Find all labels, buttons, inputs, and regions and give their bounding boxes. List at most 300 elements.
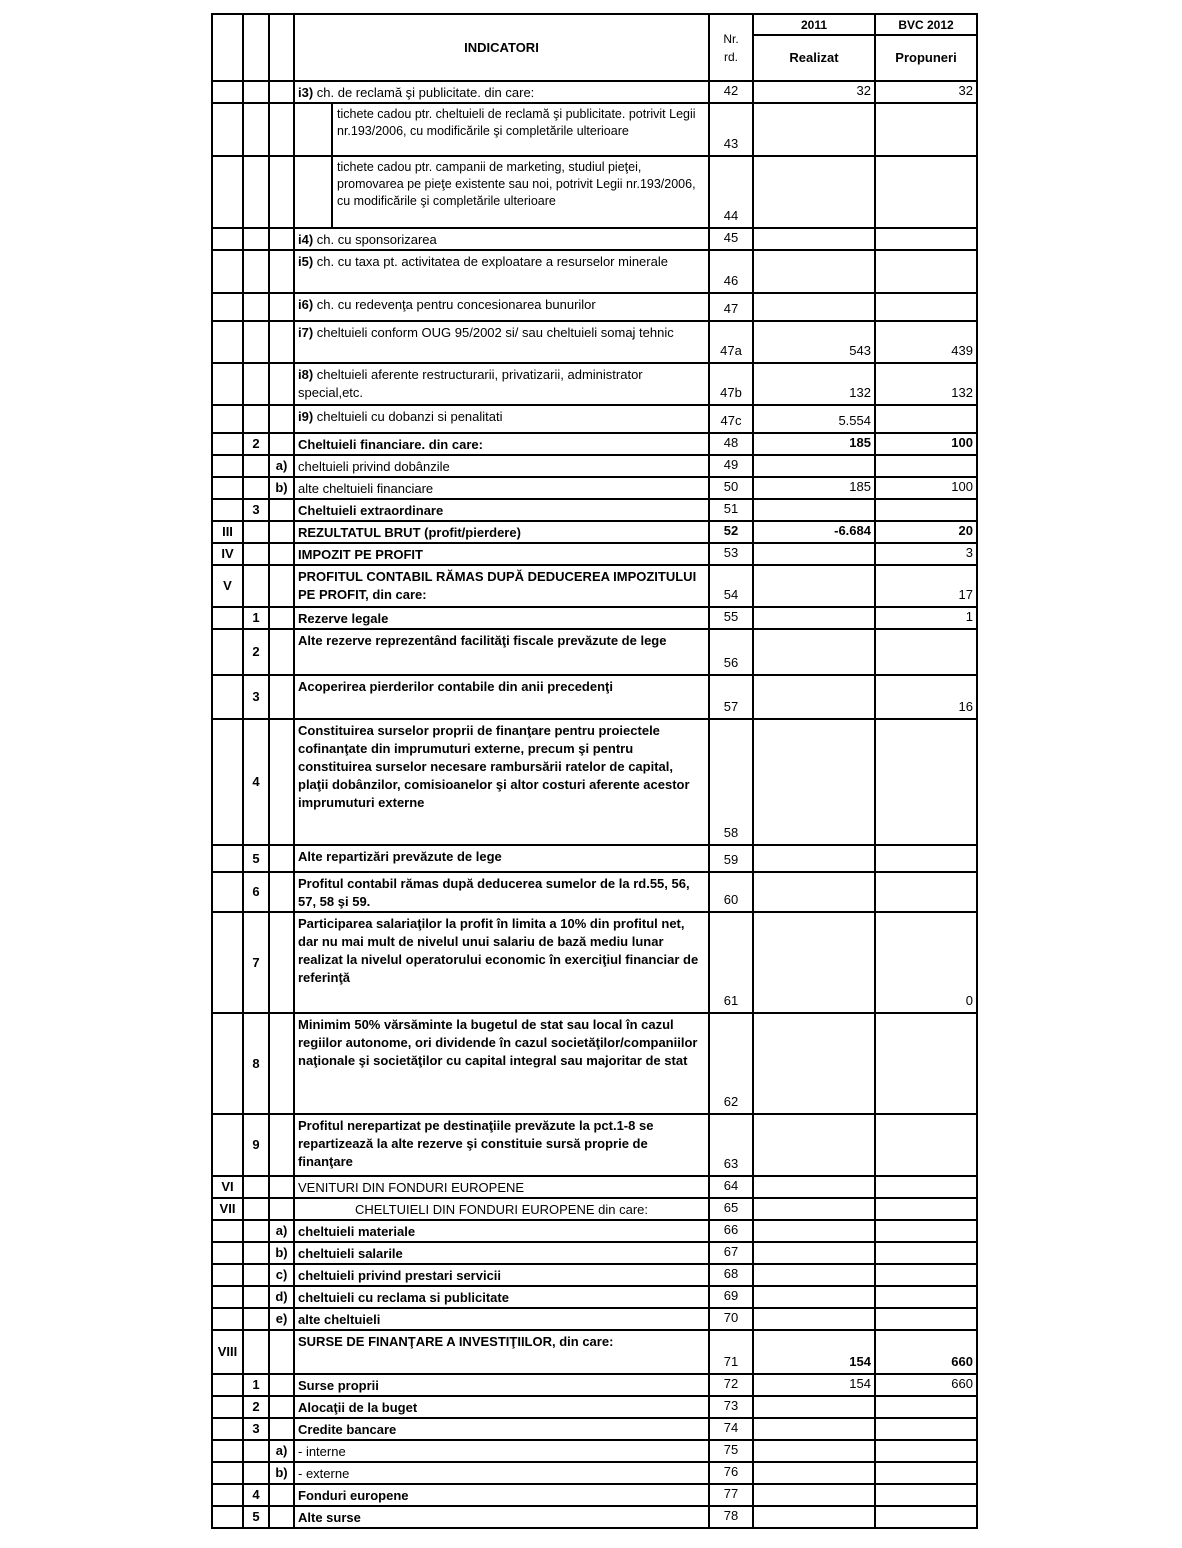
item-number-cell [243, 293, 269, 321]
item-number-cell: 2 [243, 629, 269, 675]
indicator-code: i8) [298, 367, 314, 382]
letter-cell [269, 1114, 294, 1176]
roman-numeral-cell [212, 1462, 243, 1484]
roman-numeral-cell [212, 1484, 243, 1506]
letter-cell [269, 1484, 294, 1506]
row-number-cell: 46 [709, 250, 753, 293]
letter-cell: b) [269, 477, 294, 499]
roman-numeral-cell [212, 607, 243, 629]
header-nr: Nr. [723, 31, 739, 46]
indicator-cell [294, 455, 709, 477]
indicators-table [211, 13, 978, 1529]
indicator-cell [294, 1308, 709, 1330]
item-number-cell [243, 1220, 269, 1242]
propuneri-2012-cell [875, 250, 977, 293]
propuneri-2012-cell: 0 [875, 912, 977, 1013]
item-number-cell: 4 [243, 719, 269, 845]
item-number-cell [243, 1462, 269, 1484]
indicator-label: Cheltuieli extraordinare [298, 503, 444, 518]
table-row [212, 1264, 977, 1286]
row-number-cell: 58 [709, 719, 753, 845]
roman-numeral-cell [212, 675, 243, 719]
indent-spacer [295, 157, 333, 227]
table-row [212, 845, 977, 872]
realizat-2011-cell [753, 912, 875, 1013]
table-row [212, 103, 977, 156]
item-number-cell: 2 [243, 433, 269, 455]
item-number-cell: 3 [243, 499, 269, 521]
indicator-label: Profitul contabil rămas după deducerea sumelor de la rd.55, 56, 57, 58 şi 59. [298, 876, 690, 909]
item-number-cell: 9 [243, 1114, 269, 1176]
indicator-label: PROFITUL CONTABIL RĂMAS DUPĂ DEDUCEREA IMPOZITULUI PE PROFIT, din care: [298, 569, 697, 602]
table-row [212, 675, 977, 719]
item-number-cell [243, 1330, 269, 1374]
roman-numeral-cell [212, 1114, 243, 1176]
realizat-2011-cell [753, 845, 875, 872]
letter-cell [269, 565, 294, 607]
indicator-label: cheltuieli cu dobanzi si penalitati [313, 409, 503, 424]
letter-cell [269, 433, 294, 455]
indicator-label: Alocaţii de la buget [298, 1400, 418, 1415]
table-row [212, 1374, 977, 1396]
realizat-2011-cell [753, 1013, 875, 1114]
realizat-2011-cell [753, 1462, 875, 1484]
letter-cell [269, 1176, 294, 1198]
realizat-2011-cell [753, 607, 875, 629]
item-number-cell: 8 [243, 1013, 269, 1114]
roman-numeral-cell [212, 250, 243, 293]
propuneri-2012-cell [875, 1396, 977, 1418]
table-row [212, 228, 977, 250]
indicator-cell [294, 872, 709, 912]
indicator-label: cheltuieli cu reclama si publicitate [298, 1290, 509, 1305]
row-number-cell: 62 [709, 1013, 753, 1114]
realizat-2011-cell [753, 675, 875, 719]
letter-cell [269, 719, 294, 845]
table-row [212, 1330, 977, 1374]
roman-numeral-cell [212, 1242, 243, 1264]
realizat-2011-cell [753, 872, 875, 912]
letter-cell [269, 607, 294, 629]
table-row [212, 1220, 977, 1242]
propuneri-2012-cell [875, 156, 977, 228]
indicator-cell [294, 845, 709, 872]
indicator-label: cheltuieli privind dobânzile [298, 459, 450, 474]
row-number-cell: 64 [709, 1176, 753, 1198]
table-row [212, 477, 977, 499]
table-row [212, 1484, 977, 1506]
indicator-cell [294, 250, 709, 293]
indicator-label: IMPOZIT PE PROFIT [298, 547, 423, 562]
propuneri-2012-cell [875, 1264, 977, 1286]
propuneri-2012-cell [875, 103, 977, 156]
roman-numeral-cell [212, 872, 243, 912]
table-row [212, 565, 977, 607]
propuneri-2012-cell: 16 [875, 675, 977, 719]
roman-numeral-cell [212, 1396, 243, 1418]
table-row [212, 1013, 977, 1114]
letter-cell [269, 293, 294, 321]
item-number-cell [243, 405, 269, 433]
indicator-cell [294, 912, 709, 1013]
row-number-cell: 74 [709, 1418, 753, 1440]
roman-numeral-cell: VIII [212, 1330, 243, 1374]
realizat-2011-cell [753, 1286, 875, 1308]
indicator-cell [294, 1242, 709, 1264]
roman-numeral-cell [212, 1418, 243, 1440]
indicator-cell [294, 565, 709, 607]
row-number-cell: 53 [709, 543, 753, 565]
indicator-label: ch. de reclamă şi publicitate. din care: [313, 85, 535, 100]
realizat-2011-cell [753, 499, 875, 521]
letter-cell [269, 1198, 294, 1220]
propuneri-2012-cell: 100 [875, 477, 977, 499]
item-number-cell [243, 250, 269, 293]
propuneri-2012-cell: 660 [875, 1374, 977, 1396]
realizat-2011-cell [753, 1308, 875, 1330]
indicator-label: cheltuieli conform OUG 95/2002 si/ sau cheltuieli somaj tehnic [313, 325, 674, 340]
indicator-label: - interne [298, 1444, 346, 1459]
realizat-2011-cell [753, 1114, 875, 1176]
item-number-cell [243, 1242, 269, 1264]
letter-cell [269, 845, 294, 872]
row-number-cell: 47b [709, 363, 753, 405]
letter-cell [269, 629, 294, 675]
indicator-label: VENITURI DIN FONDURI EUROPENE [298, 1180, 525, 1195]
propuneri-2012-cell [875, 629, 977, 675]
indicator-label: Alte repartizări prevăzute de lege [298, 849, 502, 864]
propuneri-2012-cell: 132 [875, 363, 977, 405]
indicator-cell [294, 607, 709, 629]
item-number-cell [243, 521, 269, 543]
letter-cell [269, 103, 294, 156]
item-number-cell [243, 228, 269, 250]
indicator-cell [294, 433, 709, 455]
propuneri-2012-cell: 32 [875, 81, 977, 103]
propuneri-2012-cell [875, 1440, 977, 1462]
roman-numeral-cell [212, 293, 243, 321]
realizat-2011-cell: 154 [753, 1330, 875, 1374]
realizat-2011-cell [753, 719, 875, 845]
table-row [212, 1308, 977, 1330]
realizat-2011-cell: 32 [753, 81, 875, 103]
propuneri-2012-cell: 660 [875, 1330, 977, 1374]
indicator-code: i3) [298, 85, 314, 100]
table-row [212, 521, 977, 543]
row-number-cell: 77 [709, 1484, 753, 1506]
realizat-2011-cell [753, 1242, 875, 1264]
indicator-code: i5) [298, 254, 314, 269]
table-row [212, 719, 977, 845]
row-number-cell: 56 [709, 629, 753, 675]
propuneri-2012-cell [875, 1220, 977, 1242]
item-number-cell: 1 [243, 1374, 269, 1396]
header-indicatori: INDICATORI [294, 14, 709, 81]
row-number-cell: 51 [709, 499, 753, 521]
table-row [212, 250, 977, 293]
realizat-2011-cell [753, 455, 875, 477]
indicator-label: Cheltuieli financiare. din care: [298, 437, 483, 452]
table-row [212, 321, 977, 363]
header-bvc-2012: BVC 2012 [875, 14, 977, 35]
row-number-cell: 66 [709, 1220, 753, 1242]
row-number-cell: 67 [709, 1242, 753, 1264]
item-number-cell: 4 [243, 1484, 269, 1506]
header-roman-col [212, 14, 243, 81]
item-number-cell: 3 [243, 675, 269, 719]
indicator-cell [294, 1220, 709, 1242]
table-row [212, 1506, 977, 1528]
indicator-label: REZULTATUL BRUT (profit/pierdere) [298, 525, 521, 540]
roman-numeral-cell [212, 1506, 243, 1528]
indicator-code: i6) [298, 297, 314, 312]
table-row [212, 912, 977, 1013]
letter-cell [269, 405, 294, 433]
item-number-cell [243, 455, 269, 477]
roman-numeral-cell [212, 719, 243, 845]
roman-numeral-cell [212, 405, 243, 433]
table-row [212, 1114, 977, 1176]
roman-numeral-cell [212, 1286, 243, 1308]
realizat-2011-cell [753, 1484, 875, 1506]
letter-cell [269, 250, 294, 293]
propuneri-2012-cell [875, 1286, 977, 1308]
row-number-cell: 50 [709, 477, 753, 499]
realizat-2011-cell: -6.684 [753, 521, 875, 543]
propuneri-2012-cell [875, 1242, 977, 1264]
realizat-2011-cell [753, 565, 875, 607]
row-number-cell: 48 [709, 433, 753, 455]
item-number-cell: 7 [243, 912, 269, 1013]
indicator-code: i7) [298, 325, 314, 340]
realizat-2011-cell [753, 543, 875, 565]
row-number-cell: 68 [709, 1264, 753, 1286]
roman-numeral-cell: IV [212, 543, 243, 565]
row-number-cell: 60 [709, 872, 753, 912]
table-row [212, 405, 977, 433]
propuneri-2012-cell [875, 1114, 977, 1176]
indicator-label: Profitul nerepartizat pe destinaţiile prevăzute la pct.1-8 se repartizează la alte rezerve şi constituie sursă proprie de finanţare [298, 1118, 654, 1169]
indicator-label: cheltuieli privind prestari servicii [298, 1268, 502, 1283]
row-number-cell: 42 [709, 81, 753, 103]
propuneri-2012-cell: 100 [875, 433, 977, 455]
indicator-cell [294, 477, 709, 499]
letter-cell [269, 872, 294, 912]
indicator-cell [294, 363, 709, 405]
indicator-cell [294, 1286, 709, 1308]
indicator-cell [294, 1440, 709, 1462]
letter-cell: b) [269, 1242, 294, 1264]
roman-numeral-cell [212, 1374, 243, 1396]
realizat-2011-cell [753, 103, 875, 156]
roman-numeral-cell: VI [212, 1176, 243, 1198]
realizat-2011-cell [753, 1418, 875, 1440]
row-number-cell: 71 [709, 1330, 753, 1374]
propuneri-2012-cell: 3 [875, 543, 977, 565]
row-number-cell: 49 [709, 455, 753, 477]
roman-numeral-cell [212, 477, 243, 499]
roman-numeral-cell [212, 912, 243, 1013]
row-number-cell: 52 [709, 521, 753, 543]
table-row [212, 156, 977, 228]
row-number-cell: 65 [709, 1198, 753, 1220]
item-number-cell: 5 [243, 1506, 269, 1528]
indicator-label: Alte surse [298, 1510, 361, 1525]
propuneri-2012-cell: 17 [875, 565, 977, 607]
roman-numeral-cell [212, 81, 243, 103]
realizat-2011-cell: 185 [753, 433, 875, 455]
propuneri-2012-cell [875, 1198, 977, 1220]
item-number-cell [243, 1308, 269, 1330]
indicator-label: SURSE DE FINANŢARE A INVESTIŢIILOR, din care: [298, 1334, 614, 1349]
indicator-cell [294, 156, 709, 228]
letter-cell [269, 499, 294, 521]
row-number-cell: 70 [709, 1308, 753, 1330]
row-number-cell: 59 [709, 845, 753, 872]
item-number-cell [243, 477, 269, 499]
propuneri-2012-cell [875, 1176, 977, 1198]
row-number-cell: 43 [709, 103, 753, 156]
roman-numeral-cell [212, 499, 243, 521]
roman-numeral-cell [212, 103, 243, 156]
header-letter-col [269, 14, 294, 81]
indicator-cell [294, 321, 709, 363]
letter-cell [269, 521, 294, 543]
item-number-cell: 2 [243, 1396, 269, 1418]
indicator-label: cheltuieli salarile [298, 1246, 403, 1261]
indicator-label: Minimim 50% vărsăminte la bugetul de stat sau local în cazul regiilor autonome, ori dividende în cazul societăţilor/companiilor naţionale şi societăţilor cu capital integral sau majoritar de stat [298, 1017, 698, 1068]
budget-table-sheet [211, 13, 978, 1529]
indicator-label: - externe [298, 1466, 350, 1481]
propuneri-2012-cell: 20 [875, 521, 977, 543]
propuneri-2012-cell [875, 405, 977, 433]
table-row [212, 363, 977, 405]
roman-numeral-cell [212, 321, 243, 363]
row-number-cell: 45 [709, 228, 753, 250]
indicator-cell [294, 1418, 709, 1440]
propuneri-2012-cell [875, 455, 977, 477]
realizat-2011-cell [753, 629, 875, 675]
letter-cell: a) [269, 1440, 294, 1462]
letter-cell [269, 1418, 294, 1440]
indent-spacer [295, 104, 333, 155]
letter-cell: e) [269, 1308, 294, 1330]
roman-numeral-cell [212, 629, 243, 675]
indicator-cell [294, 1374, 709, 1396]
realizat-2011-cell: 154 [753, 1374, 875, 1396]
table-row [212, 455, 977, 477]
realizat-2011-cell [753, 250, 875, 293]
indicator-cell [294, 629, 709, 675]
realizat-2011-cell [753, 228, 875, 250]
indicator-cell [294, 1330, 709, 1374]
roman-numeral-cell [212, 156, 243, 228]
row-number-cell: 63 [709, 1114, 753, 1176]
propuneri-2012-cell [875, 719, 977, 845]
indicator-label: cheltuieli materiale [298, 1224, 416, 1239]
indicator-cell [294, 719, 709, 845]
indicator-label: Surse proprii [298, 1378, 379, 1393]
table-row [212, 1198, 977, 1220]
letter-cell [269, 1013, 294, 1114]
table-row [212, 872, 977, 912]
row-number-cell: 47c [709, 405, 753, 433]
indicator-cell [294, 1506, 709, 1528]
propuneri-2012-cell [875, 1484, 977, 1506]
table-body [212, 81, 977, 1528]
letter-cell [269, 81, 294, 103]
table-row [212, 1440, 977, 1462]
row-number-cell: 69 [709, 1286, 753, 1308]
roman-numeral-cell [212, 845, 243, 872]
indicator-label: Fonduri europene [298, 1488, 409, 1503]
indicator-cell [294, 1013, 709, 1114]
realizat-2011-cell: 185 [753, 477, 875, 499]
header-number-col [243, 14, 269, 81]
realizat-2011-cell: 132 [753, 363, 875, 405]
propuneri-2012-cell [875, 872, 977, 912]
item-number-cell: 5 [243, 845, 269, 872]
table-row [212, 1242, 977, 1264]
indicator-code: i4) [298, 232, 314, 247]
row-number-cell: 61 [709, 912, 753, 1013]
table-row [212, 1462, 977, 1484]
header-2011: 2011 [753, 14, 875, 35]
roman-numeral-cell: V [212, 565, 243, 607]
item-number-cell [243, 1440, 269, 1462]
letter-cell: d) [269, 1286, 294, 1308]
indicator-cell [294, 1396, 709, 1418]
row-number-cell: 54 [709, 565, 753, 607]
indicator-label: ch. cu taxa pt. activitatea de exploatare a resurselor minerale [313, 254, 668, 269]
indicator-label: cheltuieli aferente restructurarii, privatizarii, administrator special,etc. [298, 367, 643, 400]
item-number-cell: 6 [243, 872, 269, 912]
indicator-label: Alte rezerve reprezentând facilităţi fiscale prevăzute de lege [298, 633, 667, 648]
realizat-2011-cell [753, 1506, 875, 1528]
letter-cell [269, 1396, 294, 1418]
roman-numeral-cell [212, 1440, 243, 1462]
indicator-cell [294, 1198, 709, 1220]
indicator-label: Rezerve legale [298, 611, 389, 626]
indicator-cell [294, 405, 709, 433]
realizat-2011-cell [753, 1176, 875, 1198]
table-row [212, 629, 977, 675]
indicator-code: i9) [298, 409, 314, 424]
roman-numeral-cell [212, 1013, 243, 1114]
roman-numeral-cell [212, 1308, 243, 1330]
table-row [212, 543, 977, 565]
indicator-cell [294, 81, 709, 103]
roman-numeral-cell: III [212, 521, 243, 543]
realizat-2011-cell [753, 1264, 875, 1286]
indicator-label: alte cheltuieli financiare [298, 481, 434, 496]
letter-cell [269, 675, 294, 719]
propuneri-2012-cell [875, 1308, 977, 1330]
header-realizat: Realizat [753, 35, 875, 81]
letter-cell [269, 156, 294, 228]
realizat-2011-cell [753, 1198, 875, 1220]
propuneri-2012-cell [875, 1013, 977, 1114]
propuneri-2012-cell: 1 [875, 607, 977, 629]
propuneri-2012-cell: 439 [875, 321, 977, 363]
table-row [212, 81, 977, 103]
row-number-cell: 47 [709, 293, 753, 321]
indicator-label: Constituirea surselor proprii de finanţare pentru proiectele cofinanţate din imprumuturi externe, precum şi pentru constituirea surselor necesare rambursării ratelor de capital, plaţii dobânzilor, comisioanelor şi altor costuri aferente acestor imprumuturi externe [298, 723, 690, 810]
indicator-label: Acoperirea pierderilor contabile din anii precedenţi [298, 679, 613, 694]
header-nr-rd [709, 14, 753, 81]
row-number-cell: 44 [709, 156, 753, 228]
realizat-2011-cell [753, 1396, 875, 1418]
